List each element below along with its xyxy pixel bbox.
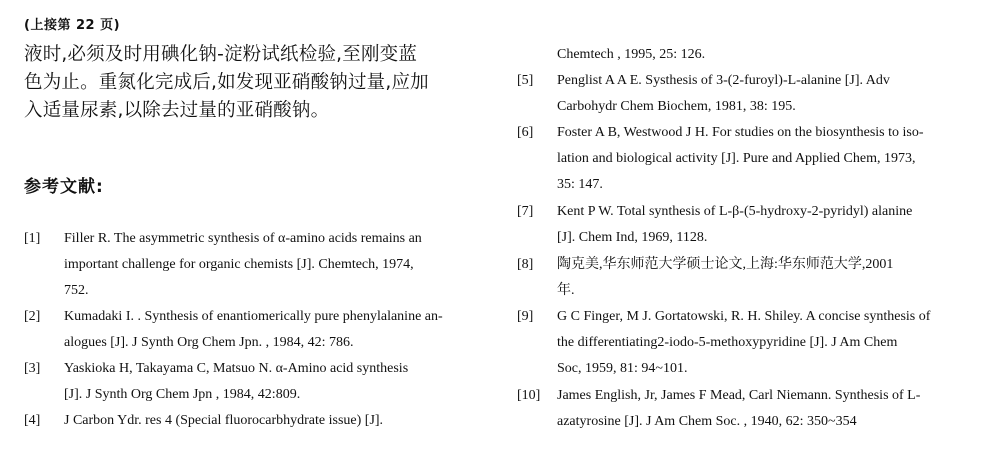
reference-number: [7] [517,204,534,219]
reference-number: [9] [517,309,534,324]
reference-number: [4] [24,413,41,428]
reference-text [557,120,987,198]
reference-7 [517,199,987,251]
reference-text [64,304,494,356]
references-heading: 参考文献: [24,177,104,197]
reference-text [557,68,987,120]
reference-line: 752. [64,283,89,298]
reference-6 [517,120,987,198]
body-line: 色为止。重氮化完成后,如发现亚硝酸钠过量,应加 [24,72,429,93]
reference-text [64,356,494,408]
reference-line: Penglist A A E. Systhesis of 3-(2-furoyl)-L-alanine [J]. Adv [557,73,890,88]
reference-line: Chemtech , 1995, 25: 126. [557,47,706,62]
reference-text [64,408,494,434]
reference-line: 35: 147. [557,177,603,192]
reference-line: important challenge for organic chemists [J]. Chemtech, 1974, [64,257,414,272]
reference-number: [8] [517,257,534,272]
reference-line: Foster A B, Westwood J H. For studies on the biosynthesis to iso- [557,125,924,140]
reference-line: Soc, 1959, 81: 94~101. [557,361,688,376]
continuation-note: (上接第 22 页) [24,18,121,33]
reference-8 [517,252,987,304]
reference-1 [24,226,494,304]
reference-line: Yaskioka H, Takayama C, Matsuo N. α-Amino acid synthesis [64,361,409,376]
reference-2 [24,304,494,356]
reference-text [557,252,987,304]
reference-3 [24,356,494,408]
reference-line: Filler R. The asymmetric synthesis of α-amino acids remains an [64,231,422,246]
reference-5 [517,68,987,120]
reference-text [64,226,494,304]
reference-number: [3] [24,361,41,376]
reference-line: Kumadaki I. . Synthesis of enantiomerically pure phenylalanine an- [64,309,443,324]
reference-text [557,42,987,68]
reference-number: [10] [517,388,541,403]
reference-line: James English, Jr, James F Mead, Carl Niemann. Synthesis of L- [557,388,921,403]
body-line: 液时,必须及时用碘化钠-淀粉试纸检验,至刚变蓝 [24,44,418,65]
reference-line: Kent P W. Total synthesis of L-β-(5-hydroxy-2-pyridyl) alanine [557,204,913,219]
reference-number: [6] [517,125,534,140]
body-line: 入适量尿素,以除去过量的亚硝酸钠。 [24,100,330,121]
reference-number: [1] [24,231,41,246]
reference-line: G C Finger, M J. Gortatowski, R. H. Shiley. A concise synthesis of [557,309,931,324]
reference-line: azatyrosine [J]. J Am Chem Soc. , 1940, 62: 350~354 [557,414,857,429]
reference-line: J Carbon Ydr. res 4 (Special fluorocarbhydrate issue) [J]. [64,413,384,428]
reference-text [557,383,987,435]
reference-text [557,199,987,251]
reference-line: alogues [J]. J Synth Org Chem Jpn. , 1984, 42: 786. [64,335,354,350]
reference-4-continued [517,42,987,68]
reference-text [557,304,987,382]
reference-4 [24,408,494,434]
reference-line: the differentiating2-iodo-5-methoxypyridine [J]. J Am Chem [557,335,898,350]
reference-line: [J]. Chem Ind, 1969, 1128. [557,230,708,245]
reference-10 [517,383,987,435]
reference-9 [517,304,987,382]
reference-line: [J]. J Synth Org Chem Jpn , 1984, 42:809. [64,387,301,402]
body-paragraph [24,41,486,125]
reference-number: [5] [517,73,534,88]
reference-line: 年. [557,283,575,298]
reference-line: lation and biological activity [J]. Pure and Applied Chem, 1973, [557,151,916,166]
reference-line: Carbohydr Chem Biochem, 1981, 38: 195. [557,99,796,114]
reference-line: 陶克美,华东师范大学硕士论文,上海:华东师范大学,2001 [557,257,894,272]
reference-number: [2] [24,309,41,324]
